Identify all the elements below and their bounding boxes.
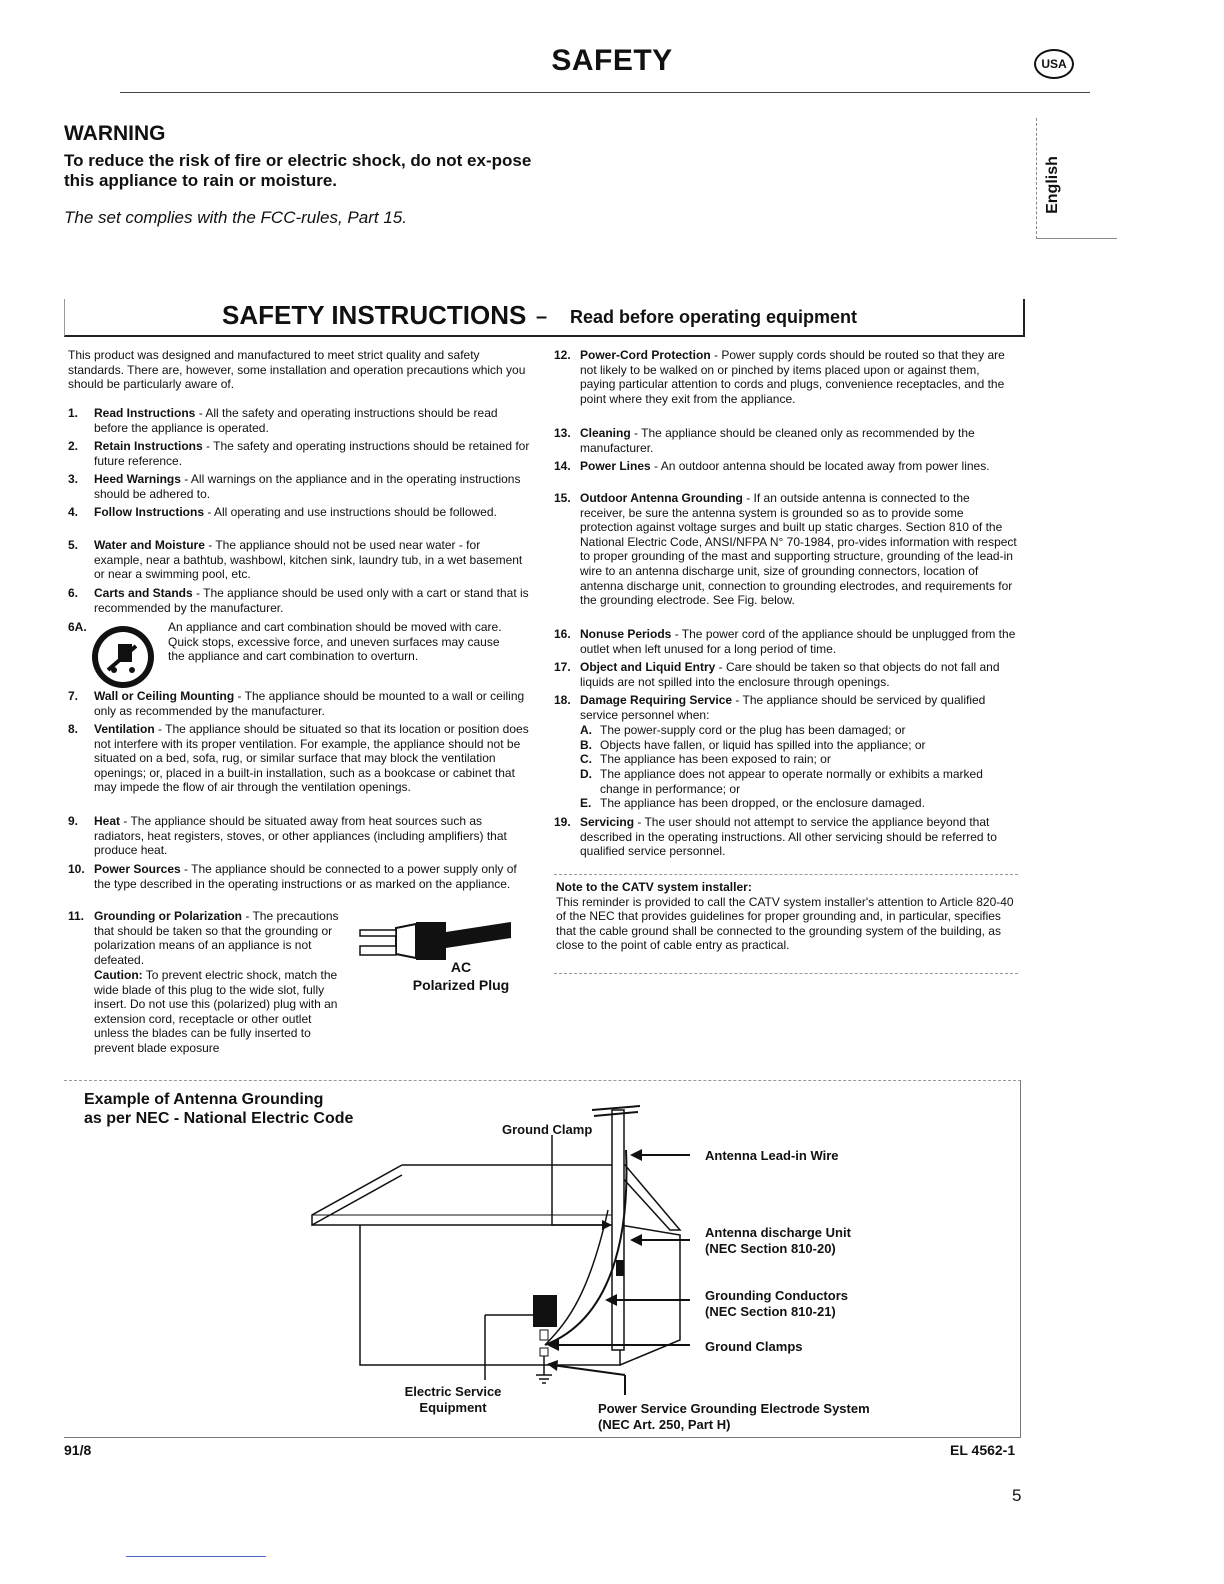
cart-warning-icon [90, 624, 156, 690]
instructions-intro: This product was designed and manufactured to meet strict quality and safety standards. There are, however, some installation and operation precautions which you should be particularly aware of. [68, 348, 526, 392]
warning-heading: WARNING [64, 122, 166, 145]
page-number: 5 [1012, 1486, 1022, 1505]
caution-text: Caution: To prevent electric shock, match the wide blade of this plug to the wide slot, fully insert. Do not use this (polarized) plug with an extension cord, receptacle or other outlet unless the blades can be fully inserted to prevent blade exposure [94, 968, 338, 1055]
header-rule [120, 92, 1090, 93]
label-ground-clamp: Ground Clamp [502, 1122, 593, 1137]
label-lead-in-wire: Antenna Lead-in Wire [705, 1148, 839, 1163]
label-electric-service: Electric Service Equipment [404, 1384, 502, 1415]
footer-code-right: EL 4562-1 [950, 1442, 1016, 1458]
label-discharge-unit: Antenna discharge Unit (NEC Section 810-20) [705, 1225, 851, 1256]
label-grounding-conductors: Grounding Conductors (NEC Section 810-21) [705, 1288, 848, 1319]
label-electrode-system: Power Service Grounding Electrode System (NEC Art. 250, Part H) [598, 1401, 870, 1432]
page-title: SAFETY [551, 44, 673, 77]
fcc-statement: The set complies with the FCC-rules, Part 15. [64, 208, 407, 227]
language-tab: English [1044, 156, 1061, 214]
antenna-grounding-illustration [290, 1090, 710, 1400]
label-ground-clamps: Ground Clamps [705, 1339, 803, 1354]
instructions-subheading: Read before operating equipment [570, 307, 858, 327]
instructions-heading: SAFETY INSTRUCTIONS [222, 300, 527, 330]
catv-note: Note to the CATV system installer: This reminder is provided to call the CATV system installer's attention to Article 820-40 of the NEC that provides guidelines for proper grounding and, in particular, specifies that the cable ground shall be connected to the grounding system of the building, as close to the point of cable entry as practical. [556, 880, 1014, 953]
usa-badge: USA [1034, 49, 1074, 79]
warning-text: To reduce the risk of fire or electric shock, do not ex-pose this appliance to rain or moisture. [64, 151, 532, 190]
bottom-rule [126, 1556, 266, 1557]
footer-code-left: 91/8 [64, 1442, 92, 1458]
diagram-title: Example of Antenna Grounding as per NEC - National Electric Code [84, 1091, 354, 1127]
instructions-dash: – [536, 306, 548, 328]
plug-caption: AC Polarized Plug [412, 959, 510, 993]
